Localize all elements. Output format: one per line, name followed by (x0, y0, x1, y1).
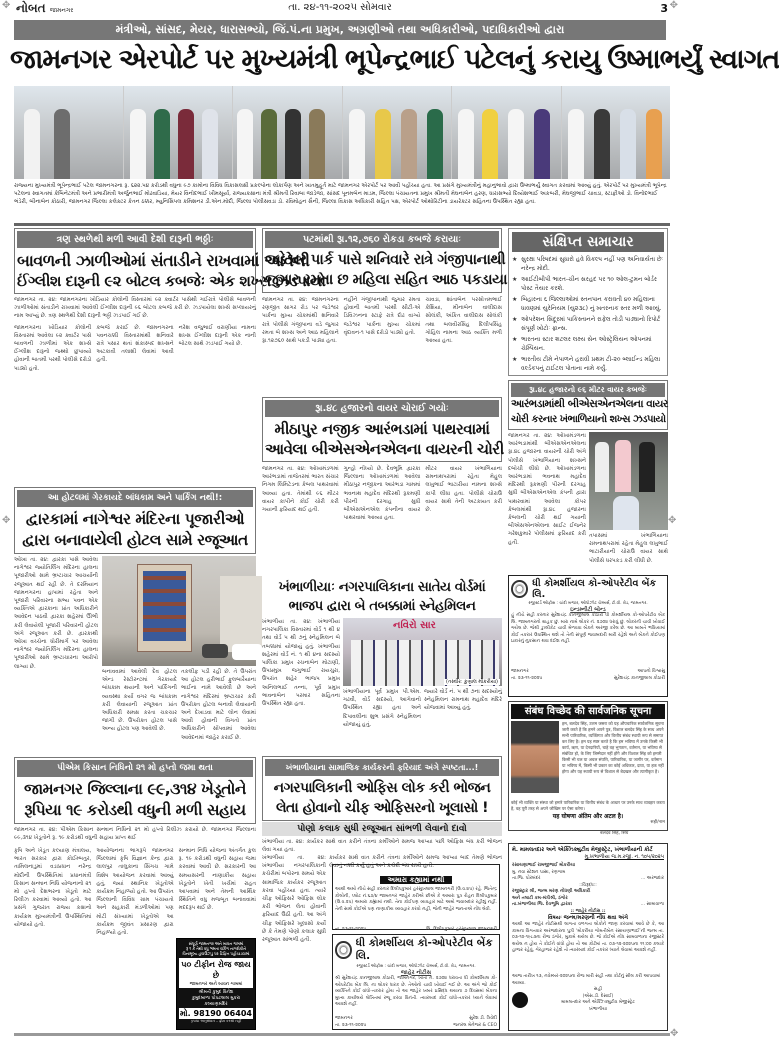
respondent-line: રજીસ્ટ્રાર શ્રી, જન્મ મરણ નોંધણી અધિકારી (512, 889, 591, 894)
story-column: આયોજનના ભાગરૂપે જામનગર જિલ્લામાં કૃષિ વિજ્ઞાન કેન્દ્ર દ્વારા લાલપુર તાલુકાના સિંગચ ગામે વિશેષ આયોજન કરવામાં આવ્યું હતું, જ્યાં સ્થાનિક ખેડૂતોએ કાર્યક્રમ નિહાળ્યો હતો. આ ઉપરાંત જિલ્લાની વિવિધ ગ્રામ પંચાયતો અને સહકારી મંડળીઓમાં પણ મોટી સંખ્યામાં ખેડૂતોએ આ કાર્યક્રમ જીવંત પ્રસારણ દ્વારા નિહાળ્યો હતો. (96, 848, 174, 937)
story-subhead: પોણો કલાક સુધી રજૂઆત સાંભળી લેવાનો દાવો (262, 822, 502, 836)
bank-name: ધી કોમર્શીયલ કો-ઓપરેટીવ બેંક લિ. (532, 578, 657, 600)
tiffin-ad-name: કુમુદબાળા પોપટલાલ મુકરા (191, 996, 241, 1001)
ad-title: અમારા કહ્યામાં નથી (380, 876, 453, 884)
story-headline: દ્વારકામાં નાગેશ્વર મંદિરના પૂજારીઓ (25, 510, 245, 528)
notice-date-line: આજ તારીખ ૧૩, નવેમ્બર-૨૦૨૫ના રોજ મારી સહી તથા કોર્ટનું સીલ કરી આપવામાં આવ્યા. (512, 974, 661, 986)
story-column: જામનગરના ખોડિયાર કોલોની વિસ્તારમાં આવેલા ૯૨ ક્વાર્ટર પાસે બાવળની ઝાળીમાં એક શખ્સે ઈંગ્લીશ દારૂનો જથ્થો છુપાવ્યો હોવાની બાતમી પરથી પોલીસે દરોડો પાડ્યો હતો. (14, 324, 92, 372)
brief-news-list (512, 255, 664, 373)
registration-mark-icon: ✥ (670, 1028, 679, 1039)
story-headline: લેતા હોવાનો ચીફ ઓફિસરનો ખૂલાસો ! (275, 800, 489, 816)
notice-footer (511, 669, 665, 682)
story-column: ગુન્હો નોંધ્યો છે. દેવભૂમિ દ્વારકા જિલ્લાના ઓખામંડળમાં આવેલા મીઠાપુર નજીકના આરંભડા ગામમાં ભવનાથ મહાદેવ મંદિરથી રૂકમણી પીરની દરગાહ સુધી બીએસએનએલ કંપનીના વાયર પાથરવામાં આવ્યા હતા. (343, 466, 421, 522)
disownment-ad (332, 864, 500, 930)
story-kicker: રૂા.૪૮ હજારનો ૯૬ મીટર વાયર કબજેઃ (511, 383, 665, 397)
signatory-label: આપનો વિશ્વાસુ (637, 669, 665, 674)
lead-photo (343, 86, 452, 179)
story-headline: બાવળની ઝાળીઓમાં સંતાડીને રાખવામાં આવેલી (17, 251, 310, 270)
story-headline: આવેલા બીએસએનએલના વાયરની ચોરી (265, 440, 504, 458)
story-headline: રૂપિયા ૧૯ કરોડથી વધુની મળી સહાય (24, 801, 246, 819)
notice-portrait (511, 721, 559, 793)
lead-photo (124, 86, 233, 179)
story-headline: જુગાર રમતા છ મહિલા સહિત આઠ પકડાયા (265, 272, 508, 288)
story-lede: જામનગર તા. ૨૪: જામનગરના ખોડિયાર કોલોની વિસ્તારમાં ૯૨ ક્વાર્ટર પાસેથી ગઈરાત્રે પોલીસે બાવળની ઝાળીઓમાં સંતાડીને રાખવામાં આવેલી ઈંગ્લીશ દારૂની ૯૬ બોટલ કબજે કરી છે. ઝડપાયેલા શખ્સે સપ્લાયરનું નામ આપ્યું છે. ત્રણ સ્થળેથી દેશી દારૂની ભઠ્ઠી ઝડપાઈ ગઈ છે. (14, 297, 256, 320)
signatory-name: સુરેશચંદ્ર કાનજીલાલ કોઠારી (613, 675, 665, 681)
story-column: ખંભાળીયા તા. ૨૪: ખંભાળીયા નગરપાલિકાની કચેરીમાં બપોરના સમયે એક સામાજિક કાર્યકર રજૂઆત કરવા પહોંચ્યા હતા. ત્યારે ચીફ ઓફિસરે ઓફિસ લોક કરી ભોજન લેતા હોવાની ફરિયાદ ઉઠી હતી. આ અંગે ચીફ ઓફિસરે ખૂલાસો કર્યો છે કે તેમણે પોણો કલાક સુધી રજૂઆત સાંભળી હતી. (262, 855, 326, 944)
tiffin-ad-place: કલ્યાણમંદિર (204, 1002, 228, 1007)
story-lede: જામનગર તા. ૨૪: પીએમ કિસાન સન્માન નિધિનો ૨૧ મો હપ્તો રિલીઝ કરાયો છે. જામનગર જિલ્લાના ૯૯,૩૧૪ ખેડૂતોને રૂ. ૧૯ કરોડથી વધુની સહાય પ્રાપ્ત થઈ (14, 827, 256, 842)
officer-name: (એસ.ડી. દેસાઈ) (582, 993, 614, 999)
registration-mark-icon: ✥ (669, 0, 678, 11)
story-headline: જામનગર જિલ્લાના ૯૯,૩૧૪ ખેડૂતોને (24, 780, 246, 798)
brief-news-box (508, 228, 668, 376)
hotel-building (137, 564, 192, 652)
notice-title: :: જાહેર નોટીસ :: (570, 908, 606, 914)
bank-header (511, 578, 665, 600)
signatory-name: સુરેશ ડી. ત્રિવેદી (469, 1016, 497, 1021)
brief-news-item: ★ ઓપરેશન સિંદૂરમાં પાકિસ્તાનને રાફેલ તોડી પાડ્યાનો રિપોર્ટ સંપૂર્ણ ખોટોઃ ફ્રાન્સ. (512, 315, 664, 333)
lead-kicker: મંત્રીઓ, સાંસદ, મેયર, ધારાસભ્યો, જિં.પં.ના પ્રમુખ, અગ્રણીઓ તથા અધિકારીઓ, પદાધિકારીઓ દ્વારા (14, 20, 666, 40)
lead-photo (14, 86, 123, 179)
applicant-address: મુ. નવા સ્ટેશન પાસા, રણગામ (512, 869, 566, 875)
story-column: કૃષિ અને ખેડૂત કલ્યાણ મંત્રાલય, ભારત સરકાર દ્વારા કોઈમ્બતુર, તામિલનાડુમાં વડાપ્રધાન નરેન્દ્ર મોદીની ઉપસ્થિતિમાં પ્રધાનમંત્રી કિસાન સન્માન નિધિ યોજનાનો ૨૧ મો હપ્તો દેશભરના ખેડૂતો માટે રિલીઝ કરવામાં આવ્યો હતો. આ પ્રસંગે ગુજરાત રાજ્ય કક્ષાનો કાર્યક્રમ મુખ્યમંત્રીની ઉપસ્થિતિમાં યોજાયો હતો. (14, 848, 92, 928)
brief-news-item: ★ ભારતીય ટીમે નેપાળને હરાવી પ્રથમ ટી-૨૦ બ્લાઈન્ડ મહિલા વર્લ્ડકપનું ટાઈટલ પોતાના નામે કર્યું. (512, 355, 664, 373)
respondent-line: તા.ખંભાળીયા જિ. દેવભૂમિ દ્વારકા (512, 902, 572, 907)
story-columns (262, 296, 502, 396)
court-title: મે. મામલતદાર અને એક્ઝિક્યુટીવ મેજીસ્ટ્રેટ, ખંભાળીયાની કોર્ટ (512, 847, 653, 853)
story-headline: ભાજપ દ્વારા બે તબક્કામાં સ્નેહમિલન (288, 598, 476, 614)
officer-sign: સહી (593, 987, 603, 992)
ad-date: તા. ૨૩-૧૧-૨૦૨૫ (335, 927, 367, 932)
tiffin-ad-sub: જામનગર અને બાવન ગામમાં (189, 982, 243, 987)
story-column: નહીંને ગંજીપાનાથી જુગાર રમતા હોવાની બાતમી પરથી સીટી-એ ડિવિઝનના સ્ટાફે રાત્રે દોઢ વાગ્યે જડેશ્વર પાર્કના મુખ્ય ચોકમાં વૃંદાવન-૧ પાસે દરોડો પાડ્યો હતો. (343, 297, 421, 336)
notice-place: જામનગર (511, 669, 529, 674)
accused-photo (589, 432, 668, 530)
story-wire-theft (262, 397, 502, 571)
registration-mark-icon: ✥ (2, 0, 11, 11)
bank-seal-icon (335, 941, 352, 959)
photo-credit: (તસ્વીરઃ કુણાલ મોકરીયા) (446, 679, 498, 685)
story-column: જ્યારે વોર્ડ નં. ૫ થી ૭ના સદસ્યોનું સ્નેહમિલન રામનાથ મહાદેવ મંદિરે યોજવામાં આવ્યું હતું. (424, 689, 502, 712)
notice-final: यह घोषणा अंतिम और अटल है। (552, 813, 624, 820)
applicant-role: ... અરજદાર (641, 876, 664, 881)
story-column: કાર્યકર સાથે વાત કરીને તંત્રના કર્મીઓને સમજ આપ્યા બાદ તેમણે ભોજન લેવાનું નક્કી કર્યું હતું અને કચેરી બંધ રાખી હતી. (329, 855, 502, 870)
hotel-photo (102, 556, 256, 666)
applicant-address: તા.જિ. પોરબંદર (512, 876, 541, 881)
story-kicker: પટમાંથી રૂા.૧૨,૭૬૦ રોકડા કબજે કરાયાઃ (265, 231, 499, 248)
registration-mark-icon: ✥ (2, 515, 11, 526)
notice-subject: વિષયઃ જન્મ/મરણની નોંધ થવા અંગે (547, 915, 629, 921)
masthead (0, 0, 680, 16)
notice-body: हम, बलदेव सिंह, उत्तम जसरा को यह औपचारिक सार्वजनिक सूचना जारी करते है कि हमने अपने पुत्र, विशाल बलदेव सिंह के साथ अपने सभी पारिवारिक, व्यक्तिगत और वित्तीय संबंध स्थायी रूप से समाप्त कर लिए है। हम यह स्पष्ट करते है कि हम भविष्य में उनके किसी भी कार्य, ऋण, या देनदारियों, चाहे वह भुगतान, वर्तमान, या भविष्य से संबंधित हो, के लिए जिम्मेदार नहीं होंगे और विशाल सिंह को हमारी किसी भी चल या अचल संपत्ति, पारिवारिक, या जागीर पर, वर्तमान या भविष्य में, किसी भी प्रकार का कोई अधिकार, दावा, या हक नहीं होगा और यह स्थायी रूप से विशाल से बेदखल और त्यागीकृत है। (562, 721, 664, 774)
notice-date: તા. ૨૩-૧૧-૨૦૨૫ (511, 675, 543, 681)
bank-public-notice-ad (332, 934, 500, 1030)
story-headline: જડેશ્વર પાર્ક પાસે શનિવારે રાત્રે ગંજીપાનાથી (265, 252, 506, 268)
story-headline: દ્વારા બનાવાયેલી હોટલ સામે રજૂઆત (22, 531, 248, 549)
story-column: તપાસમાં ખંભાળિયાના રામનાથપરામાં રહેતા મેહુલ લખુભાઈ ભાટારીયાની ચોરાઉ વાયર સાથે પોલીસે ધરપકડ કરી લીધી છે. (589, 533, 668, 564)
bank-header (335, 937, 497, 963)
tiffin-ad-line: રૂ ૧ કે તેથી વધુ ભમતા વર્કિંગ નાગરીકોને (185, 946, 247, 951)
signatory-title: જનરલ મેનેજર & CEO (453, 1022, 497, 1028)
court-seal-icon (512, 992, 528, 1008)
story-wire-arrest (508, 380, 668, 582)
story-snehmilan (262, 578, 502, 776)
officer-title: મામલતદાર અને એક્ઝિક્યુટીવ મેજીસ્ટ્રેટ (561, 1000, 635, 1005)
story-column: ચાવડા, શાંતાબેન પરસોત્તમભાઈ કેશિયા, મીનાબેન વાલીદાસ સોલંકી, અંકિત વાલીદાસ સોલંકી તથા બલવીરસિંહ દિલીપસિંહ ગોહિલ નામના આઠ વ્યક્તિ મળી આવ્યા હતા. (425, 297, 503, 345)
story-kicker: રૂા.૪૮ હજારનો વાયર ચોરાઈ ગયોઃ (265, 400, 499, 417)
story-column: ઓખા તા. ૨૪: દ્વારકા પાસે આવેલા નાગેશ્વર જ્યોતિર્લિંગ મંદિરના હાલના પૂજારીઓ સામે ભ્રષ્ટાચાર આચર્યાની રજૂઆત થઈ રહી છે. તે દરમિયાન જામનગરના હાપામાં રહેતા અને પૂજારી પરિવારના સભ્ય પવન એક વ્યક્તિએ દ્વારકાના પ્રાંત અધિકારીને આવેદન પાઠવી દ્વારકા શહેરમાં ઊભી કરી લેવાયેલી પૂજારી પરિવારની હોટલ અંગે રજૂઆત કરી છે. દ્વારકાથી ઓખા વચ્ચેના ધોરીમાર્ગ પર આવેલા નાગેશ્વર જ્યોતિર્લિંગ મંદિરના હાલના પૂજારીઓ સામે ભ્રષ્ટાચારના આરોપો લાગ્યા છે. (14, 557, 98, 670)
tiffin-ad-headline: ૫૦ ટીફીન રોજ જાય છે (181, 960, 251, 980)
story-headline: ખંભાળીયાઃ નગરપાલિકાના સાતેય વોર્ડમાં (278, 579, 486, 595)
story-column: નરેશ વજુભાઈ વરાણીયા નામના શખ્સ ઈંગ્લીશ દારૂની એક નાની બોટલ સાથે ઝડપાઈ ગયો છે. (178, 324, 256, 348)
story-headline: નગરપાલિકાની ઓફિસ લોક કરી ભોજન (273, 780, 491, 796)
section-divider (14, 223, 670, 226)
court-case-number: મુ.ખંભાળીયા જ.મ.રજી. નં. ૧૦૫/૨૦૨૫ (584, 854, 664, 860)
story-headline: મીઠાપુર નજીક આરંભડામાં પાથરવામાં (274, 420, 490, 438)
story-column: બનાવવામાં આવેલી દેવ હોટલ એન્ડ રેસ્ટોરન્ટમાં ગેરકાયદે બાંધકામ થયાની અને પાર્કિંગની વ્યવસ્થા કર્યા વગર જ બાંધકામ કરી લેવાયાની રજૂઆત પ્રાંત અધિકારી સમક્ષ કરતા ચકચાર જાગી છે. ઉપરોક્ત હોટલ પાસે અન્ય હોટલ પણ આવેલી છે. (102, 669, 177, 733)
story-lede: ખંભાળીયા તા. ૨૪: કાર્યકર સાથે વાત કરીને તંત્રના કર્મીઓને સમજ આપ્યા પછી ઓફિસ બંધ કરી ભોજન લેવા ગયા હતા. (262, 839, 502, 854)
notice-title: જાહેર નોટીસ (400, 969, 432, 976)
bank-address: રજીસ્ટર્ડ ઓફીસ : ચાંદી બજાર, ઓપોઝીટ ચેમ્બર્સ, ટી.વી. રોડ, જામનગર. (356, 963, 476, 968)
story-kicker: પીએમ કિસાન નિધિનો ૨૧ મો હપ્તો જમા થતા (17, 760, 253, 777)
notice-title: संबंध विच्छेद की सार्वजनिक सूचना (511, 704, 665, 719)
brief-news-item: ★ આઈટીબીપી ભારત-ચીન સરહદ પર ૧૦ ઓલ-ટુમન બોર્ડર પોસ્ટ તૈયાર કરશે. (512, 275, 664, 293)
tiffin-ad-name: શ્રીમતી કુમુદ વિનેશ (198, 990, 234, 995)
bank-address: રજીસ્ટર્ડ ઓફીસ : ચાંદી બજાર, ઓપોઝીટ ચેમ્બર્સ, ટી.વી. રોડ, જામનગર. (528, 600, 648, 605)
story-column: જામનગર તા. ૨૪: ઓખામંડળના આરંભડામાંથી બીએસએનએલના રૂા.૪૮ હજારના વાયરની ચોરી અંગે પોલીસે ખંભાળિયાના શખ્સને દબોચી લીધો છે. ઓખામંડળના આરંભડામાં ભવનાથ મહાદેવ મંદિરથી રૂકમણી પીરની દરગાહ સુધી બીએસએનએલ કંપની દ્વારા પાથરવામાં આવેલા કોપર કેબલમાંથી રૂા.૪૮ હજારના કેબલની ચોરી થઈ ગયાની બીએસએનએલના સાઈટ ઈજનેર ગરેશકુમારે પોલીસમાં ફરિયાદ કરી હતી. (508, 433, 586, 546)
ad-signatory: લિ. દિલીપકુમાર હરસુખલાલ જામનગરી (426, 927, 497, 932)
notice-place: જામનગર (335, 1016, 353, 1021)
story-headline: ચોરી કરનાર ખંભાળિયાનો શખ્સ ઝડપાયો (511, 414, 666, 425)
issue-date: તા. ૨૪-૧૧-૨૦૨૫ સોમવાર (288, 2, 392, 13)
notice-body: હું નીચે સહી કરનાર સુરેશચંદ્ર કાનજીલાલ કોઠારી ધી કોમર્શીયલ કો-ઓપરેટીવ બેંક લિ. જામનગરનો ગ્રાહક છું. મારા નામે લોકર નં. ૨૭૦૪ ધરાવું છું. લોકરની ચાવી ખોવાઈ ગયેલ છે. જેથી ડુપ્લીકેટ ચાવી મેળવવા બેંકને અરજી કરેલ છે. આ બાબતે ભવિષ્યમાં કોઈ તકરાર ઉપસ્થિત થશે તો તેની સંપૂર્ણ જવાબદારી મારી રહેશે અને બેંકને કોઈપણ પ્રકારનું નુકસાન થવા દઈશ નહીં. (511, 613, 665, 644)
story-column: ખંભાળીયા તા. ૨૪: ખંભાળીયા નગરપાલિકા વિસ્તારમાં વોર્ડ ૧ થી ૪ તથા વોર્ડ ૫ થી ૭નું સ્નેહમિલન બે તબક્કામાં યોજાયું હતું. ખંભાળીયા શહેરમાં વોર્ડ નં. ૧ થી ૪ના સદસ્યો પાલિકા પ્રમુખ રચનાબેન મોટાણી, ઉપપ્રમુખ જગુભાઈ રાયચુરા, ઉપરાંત શહેર ભાજપ પ્રમુખ અનિલભાઈ તન્ના, પૂર્વ પ્રમુખ ભાવનાબેન પરમાર સહિતના ઉપસ્થિત રહ્યા હતા. (262, 619, 340, 708)
tiffin-ad-line: સંપૂર્ણ જામનગર અને બાવન ગામમાં (188, 941, 244, 946)
notice-sign-label: सही/नाम (650, 820, 665, 825)
notice-body: શ્રી સુરેશચંદ્ર કાનજીલાલ કોઠારી, જામનગર, ખાતા નં. ૨૭૦૪ ધરાવતા ધી કોમર્શીયલ કો-ઓપરેટીવ બેંક લિ. ના લોકર ધારક છે. તેઓનો ચાવી ખોવાઈ ગઈ છે. આ અંગે જો કોઈ વ્યક્તિને કોઈ વાંધો-તકરાર હોય તો આ જાહેર ખબર પ્રસિદ્ધ થયાના ૭ દિવસમાં બેંકના મુખ્ય કાર્યાલયે લેખિતમાં રજૂ કરવા વિનંતી. ત્યારબાદ કોઈ વાંધો-તકરાર ધ્યાને લેવામાં આવશે નહીં. (335, 976, 497, 1007)
lead-photo (562, 86, 671, 179)
tiffin-ad-line: વિનામૂલ્ય હવાઉઝડુ ધર ટિફિન પહોંચાડવામાં (182, 951, 250, 956)
logo-subtitle: જામનગર (49, 7, 74, 14)
officer-place: ખંભાળીયા (589, 1006, 607, 1012)
story-column: જામનગર તા. ૨૪: ઓખામંડળમાં આરંભડામાં તાજેતરમાં ભારત સંચાર નિગમ લિમિટેડના કેબલ પાથરવામાં આવ્યા હતા. તેમાંથી ૯૬ મીટર વાયર કાપીને કોઈ ચોરી કરી ગયાની ફરિયાદ થઈ હતી. (262, 466, 339, 514)
bank-name: ધી કોમર્શીયલ કો-ઓપરેટીવ બેંક લિ. (355, 937, 493, 962)
story-headline: ઈંગ્લીશ દારૂની ૯૨ બોટલ કબજેઃ એક શખ્સ ઝડપાયો (17, 272, 326, 290)
lead-photo-caption: રાજ્યના મુખ્યમંત્રી ભૂપેન્દ્રભાઈ પટેલ જામનગરના રૂ. ૬૨૨.૫૪ કરોડથી વધુના ૯૭ કામોના વિવિધ વિકાસલક્ષી પ્રકલ્પોના લોકાર્પણ અને ખાતમુહૂર્ત માટે જામનગર એરપોર્ટ પર આવી પહોંચ્યા હતા. આ પ્રસંગે મુખ્યમંત્રીનું મહાનુભાવો દ્વારા ઉષ્માભર્યું સ્વાગત કરવામાં આવ્યું હતું. એરપોર્ટ પર મુખ્યમંત્રી ભૂપેન્દ્ર પટેલના સ્વાગતમાં કેબિનેટમંત્રી અને પ્રભારીમંત્રી અર્જુનભાઈ મોઢવાડિયા, મેયર વિનોદભાઈ ખીમસૂર્યા, રાજ્યકક્ષાના મંત્રી શ્રીમતી રિવાબા જાડેજા, સાંસદ પૂનમબેન માડમ, જિલ્લા પંચાયતના પ્રમુખ શ્રીમતી મેઘનાબેન હરણ, ધારાસભ્યો દિવ્યેશભાઈ અકબરી, મેઘજીભાઈ ચાવડા, સ્ટાફીઓ ડો. વિનોદભાઈ ભંડેરી, બીનાબેન કોઠારી, જામનગર જિલ્લા કલેક્ટર કેતન ઠક્કર, મ્યુનિસિપલ કમિશનર ડી.એન.મોદી, જિલ્લા પોલીસવડા ડો. રવિમોહન સૈની, જિલ્લા વિકાસ અધિકારી સહિત પક્ષ, એરપોર્ટ ઓથોરિટીના ડાયરેક્ટર સહિતના ઉપસ્થિત રહ્યા હતા. (14, 183, 667, 205)
logo-text: નોબત (16, 1, 46, 15)
story-kicker: આ હોટલમાં ગેરકાયદે બાંધકામ અને પાર્કિંગ નથી!: (17, 490, 253, 507)
story-headline: આરંભડામાંથી બીએસએનએલના વાયર (511, 398, 668, 410)
respondent-role: ... સામાવાળા (640, 902, 664, 907)
notice-date: તા. ૨૩-૧૧-૨૦૨૫ (335, 1022, 367, 1028)
story-gambling (262, 228, 508, 396)
notice-title: ઇન્ડમ્નીટી બોન્ડ (570, 606, 606, 613)
page-bottom-rule (14, 1033, 670, 1036)
story-kicker: ત્રણ સ્થળેથી મળી આવી દેશી દારૂની ભઠ્ઠીઃ (17, 231, 253, 248)
story-column: કબજે કરાઈ છે. જામનગરના પવનચક્કી વિસ્તારમાંથી શનિવારે રાત્રે પસાર થતાં શંકાસ્પદ શખ્સને અટકાવી તલાશી લેવામાં આવી હતી. (96, 324, 174, 364)
story-column: સન્માન નિધિ યોજના અંતર્ગત કુલ રૂ. ૧૯ કરોડથી વધુની સહાય જમા કરવામાં આવી છે. સરકારની આ સમયસરની નાણાકીય સહાય ખેડૂતોને ખેતી ખર્ચમાં રાહત આપવામાં અને તેમની આર્થિક સ્થિતિને વધુ મજબૂત બનાવવામાં મદદરૂપ થઈ છે. (178, 848, 256, 912)
applicant-name: રસાયણાભાઈ રામજીભાઈ મોકરીયા (512, 863, 576, 868)
bank-indemnity-ad (508, 575, 668, 697)
tiffin-ad-phone[interactable]: મો. 98190 06404 (180, 1009, 252, 1018)
versus-label: ::વિરૂદ્ધ:: (579, 882, 597, 888)
lead-photo (452, 86, 561, 179)
brief-news-title: સંક્ષિપ્ત સમાચાર (512, 232, 664, 252)
brief-news-item: ★ બિહારના ૬ જિલ્લાઓમાં સ્તનપાન કરાવતી ૪૦ મહિલાના ધાવણમાં યુરેનિયમ (યુ૨૩૮) નું ખતરનાક સ્તર મળી આવ્યું. (512, 295, 664, 313)
registration-mark-icon: ✥ (668, 515, 677, 526)
story-column: ખંભાળીયાના પૂર્વ પ્રમુખ પી.એમ. ગઢવી, વોર્ડ સદસ્યો, આગેવાનો ઉપસ્થિત રહ્યા હતા અને દિપાવલીના શુભ પ્રસંગે સ્નેહમિલન યોજાયું હતું. (343, 689, 421, 728)
lead-photo (233, 86, 342, 179)
brief-news-item: ★ સુરક્ષા પરિષદમાં સુધારો હવે વિકલ્પ નહીં પણ અનિવાર્યતા છેઃ નરેન્દ્ર મોદી. (512, 255, 664, 273)
photo-banner-text: નવિરો સાર (393, 620, 436, 631)
story-column: જામનગર તા. ૨૪: જામનગરના રણજીત સાગર રોડ પર જડેશ્વર પાર્કના મુખ્ય ચોકમાંથી શનિવારે રાત્રે પોલીસે ગંજીપાના વડે જુગાર રમતા બે શખ્સ અને આઠ મહિલાને રૂા.૧૨૭૬૦ સાથે પકડી પાડ્યા હતા. (262, 297, 339, 345)
story-columns (262, 465, 502, 571)
page-number: 3 (660, 2, 668, 15)
hindi-disownment-notice (508, 701, 668, 831)
ad-body: આથી અમો નીચે સહી કરનાર દિલીપકુમાર હરસુખલાલ જામનગરી (ઉ.વ.૪૫) રહે. જિતેન્દ્ર કોલોની, પ્લોટ નં.૬૭/૪ જામનગર જાહેર કરીએ છીએ કે અમારા પુત્ર રોહન દિલીપકુમાર (ઉ.વ.૨૫) અમારા કહ્યામાં નથી. તેના કોઈપણ વ્યવહાર માટે અમો જવાબદાર રહીશું નહીં. તેની સાથે કોઈએ પણ નાણાકીય વ્યવહાર કરવો નહીં, જેની જાહેર જનતાએ નોંધ લેવી. (335, 887, 497, 912)
respondent-line: અને તલાટી કમ-મંત્રીશ્રી, ઠંગોર (512, 895, 568, 901)
tiffin-service-ad (176, 938, 256, 1030)
notice-warning: कोई भी व्यक्ति या संस्था जो हमारे पारिवारिक या वित्तीय संबंध के आधार पर उनके साथ व्यवहार करता है, वह पूरी तरह से अपने जोखिम पर ऐसा करेगा। (511, 800, 665, 811)
story-column: તકલીફ પડી રહી છે. તે ઉપરાંત આ હોટલ હરીભાઈ ફુલબારૈયાના ભાઈના નામે આવેલી છે અને નાગેશ્વર મંદિરમાં ભ્રષ્ટાચાર કરી ઉપરોક્ત હોટલ બનાવી લેવાયાની અને દેખાડવા માટે લોન લેવામાં આવી હોવાની વિગતો પ્રાંત અધિકારીને સોંપવામાં આવેલા આવેદનમાં જાહેર કરાઈ છે. (181, 669, 256, 741)
story-column: મીટર વાયર ખંભાળિયાના રામનાથપરામાં રહેતા મેહુલ લખુભાઈ ભાટારીયા નામના શખ્સે કાપી લીધા હતા. પોલીસે ચોરાઉ વાયર સાથે તેની અટકાયત કરી છે. (425, 466, 503, 514)
lead-photo-strip (14, 86, 670, 179)
lead-headline: જામનગર એરપોર્ટ પર મુખ્યમંત્રી ભૂપેન્દ્રભાઈ પટેલનું કરાયુ ઉષ્માભર્યું સ્વાગત (10, 44, 779, 75)
snehmilan-photo (343, 618, 502, 686)
notice-body: આથી આ જાહેર નોટીસથી લાગતા વળગતા લોકોને જાણ કરવામાં આવે છે કે, આ કામના વિગતવાર અરજદારના પુત્રી ‘મોકરીયા ગોમતીબેન રસાયણાભાઈ’ની જન્મ તા. ૦૩-૧૨-૧૯૮૩ના રોજ ઠંગોર, મુકામે થયેલ છે. જે કોઈએ નોંધ સામવાળાના રજીસ્ટરે થયેલ ન હોય તે કોઈને વાંધો હોય તો આ કોર્ટમાં તા. ૦૩-૧૨-૨૦૨૫ના ૧૧:૦૦ કલાકે હાજર રહેવું, ગેરહાજર રહેશે તો ત્યારબાદ કોઈ તકરાર ધ્યાને લેવામાં આવશે નહીં. (512, 922, 664, 953)
bank-seal-icon (511, 580, 528, 598)
tiffin-ad-footer: કૃપયા અનુસંધાન – ફ્રીમ કરસો નહીં (190, 1019, 242, 1023)
court-public-notice (508, 843, 668, 1031)
notice-sign-name: बलदेव सिंह, सिंघ (600, 831, 629, 836)
brief-news-item: ★ ભારતના સ્ટાર શટલર લક્ષ્ય સેન ઓસ્ટ્રેલિયન ઓપનમાં ચેમ્પિયન. (512, 335, 664, 353)
story-kicker: ખંભાળીયાના સામાજિક કાર્યકરની ફરિયાદ અંગે સ્પષ્ટતા...! (265, 759, 499, 776)
story-columns (14, 324, 256, 464)
